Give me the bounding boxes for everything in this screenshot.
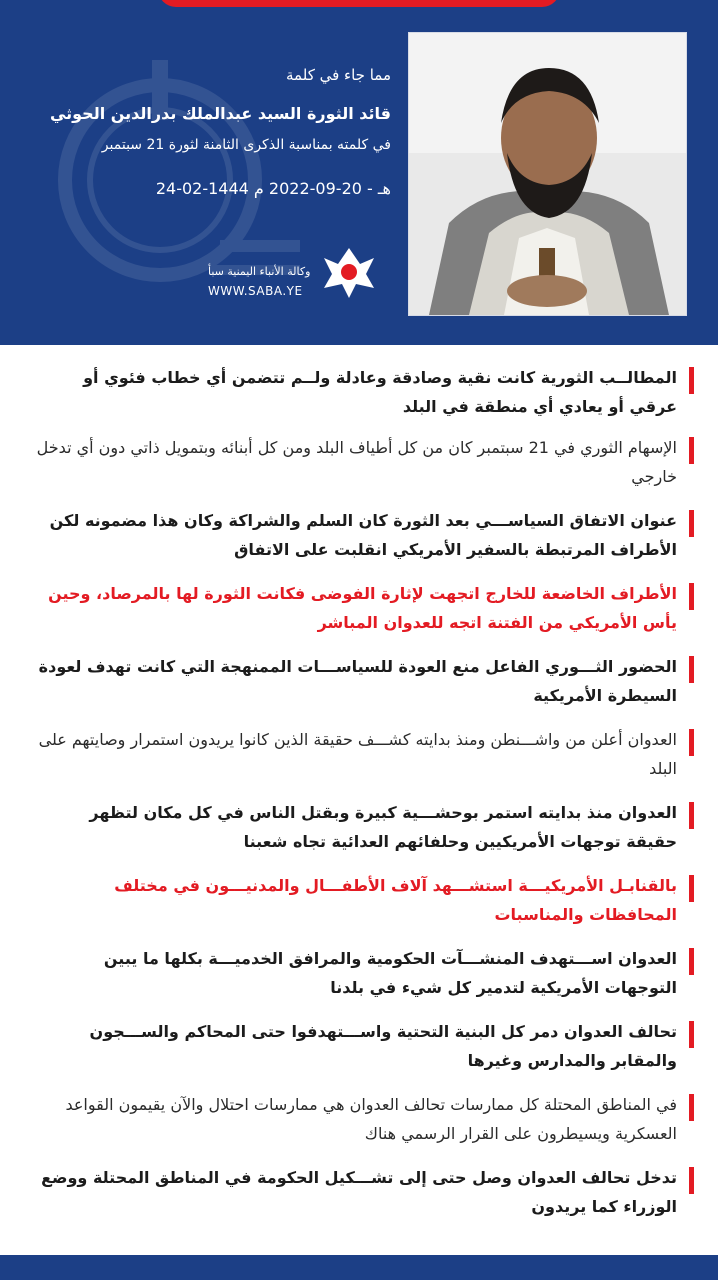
leader-portrait	[408, 32, 687, 316]
saba-logo-icon	[318, 244, 380, 302]
quote-item	[35, 944, 694, 1002]
quote-item	[35, 725, 694, 783]
quote-text: الأطراف الخاضعة للخارج اتجهت لإثارة الفوضى فكانت الثورة لها بالمرصاد، وحين يأس الأمريكي من الفتنة اتجه للعدوان المباشر	[48, 584, 677, 632]
bullet-bar	[689, 802, 694, 829]
bullet-bar	[689, 1167, 694, 1194]
anniversary-emblem-watermark	[40, 40, 310, 300]
speech-date: 24-02-1444 هـ - 20-09-2022 م	[155, 179, 391, 198]
bullet-bar	[689, 729, 694, 756]
bullet-bar	[689, 656, 694, 683]
intro-text: مما جاء في كلمة	[286, 66, 391, 84]
quote-item	[35, 433, 694, 491]
agency-name: وكالة الأنباء اليمنية سبأ	[208, 265, 311, 278]
bullet-bar	[689, 1094, 694, 1121]
quote-text: العدوان منذ بدايته استمر بوحشـــية كبيرة وبقتل الناس في كل مكان لتظهر حقيقة توجهات الأمريكيين وحلفائهم العدائية تجاه شعبنا	[89, 803, 677, 851]
quote-text: تدخل تحالف العدوان وصل حتى إلى تشـــكيل الحكومة في المناطق المحتلة ووضع الوزراء كما يريدون	[41, 1168, 677, 1216]
quote-item	[35, 506, 694, 564]
quote-item	[35, 652, 694, 710]
bullet-bar	[689, 875, 694, 902]
top-red-tab	[158, 0, 560, 7]
occasion-text: في كلمته بمناسبة الذكرى الثامنة لثورة 21 سبتمبر	[101, 137, 391, 153]
bullet-bar	[689, 948, 694, 975]
footer-bar	[0, 1255, 718, 1280]
quote-text: الحضور الثـــوري الفاعل منع العودة للسياســـات الممنهجة التي كانت تهدف لعودة السيطرة الأمريكية	[38, 657, 677, 705]
header-banner	[0, 0, 718, 345]
bullet-bar	[689, 367, 694, 394]
quote-text: العدوان أعلن من واشـــنطن ومنذ بدايته كشـــف حقيقة الذين كانوا يريدون استمرار وصايتهم على البلد	[38, 730, 677, 778]
quote-item	[35, 1163, 694, 1221]
quote-text: تحالف العدوان دمر كل البنية التحتية واســـتهدفوا حتى المحاكم والســـجون والمقابر والمدارس وغيرها	[89, 1022, 677, 1070]
quote-text: الإسهام الثوري في 21 سبتمبر كان من كل أطياف البلد ومن كل أبنائه وبتمويل ذاتي دون أي تدخل خارجي	[36, 438, 677, 486]
quote-item	[35, 1017, 694, 1075]
quote-item	[35, 1090, 694, 1148]
quote-item	[35, 871, 694, 929]
leader-name: قائد الثورة السيد عبدالملك بدرالدين الحوثي	[49, 104, 391, 123]
bullet-bar	[689, 583, 694, 610]
quote-item	[35, 363, 694, 421]
bullet-bar	[689, 510, 694, 537]
bullet-bar	[689, 1021, 694, 1048]
quote-text: العدوان اســـتهدف المنشـــآت الحكومية والمرافق الخدميـــة بكلها ما يبين التوجهات الأمريكية لتدمير كل شيء في بلدنا	[103, 949, 677, 997]
portrait-illustration	[409, 33, 686, 315]
agency-url: WWW.SABA.YE	[208, 284, 303, 298]
quote-text: المطالــب الثورية كانت نقية وصادقة وعادلة ولــم تتضمن أي خطاب فئوي أو عرقي أو يعادي أي منطقة في البلد	[83, 368, 677, 416]
bullet-bar	[689, 437, 694, 464]
quote-item	[35, 798, 694, 856]
quote-text: في المناطق المحتلة كل ممارسات تحالف العدوان هي ممارسات احتلال والآن يقيمون القواعد العسكرية ويسيطرون على القرار الرسمي هناك	[65, 1095, 677, 1143]
quote-item	[35, 579, 694, 637]
quote-text: بالقنابـل الأمريكيـــة استشـــهد آلاف الأطفـــال والمدنيـــون في مختلف المحافظات والمناسبات	[114, 876, 677, 924]
quote-text: عنوان الاتفاق السياســـي بعد الثورة كان السلم والشراكة وكان هذا مضمونه لكن الأطراف المرتبطة بالسفير الأمريكي انقلبت على الاتفاق	[49, 511, 677, 559]
